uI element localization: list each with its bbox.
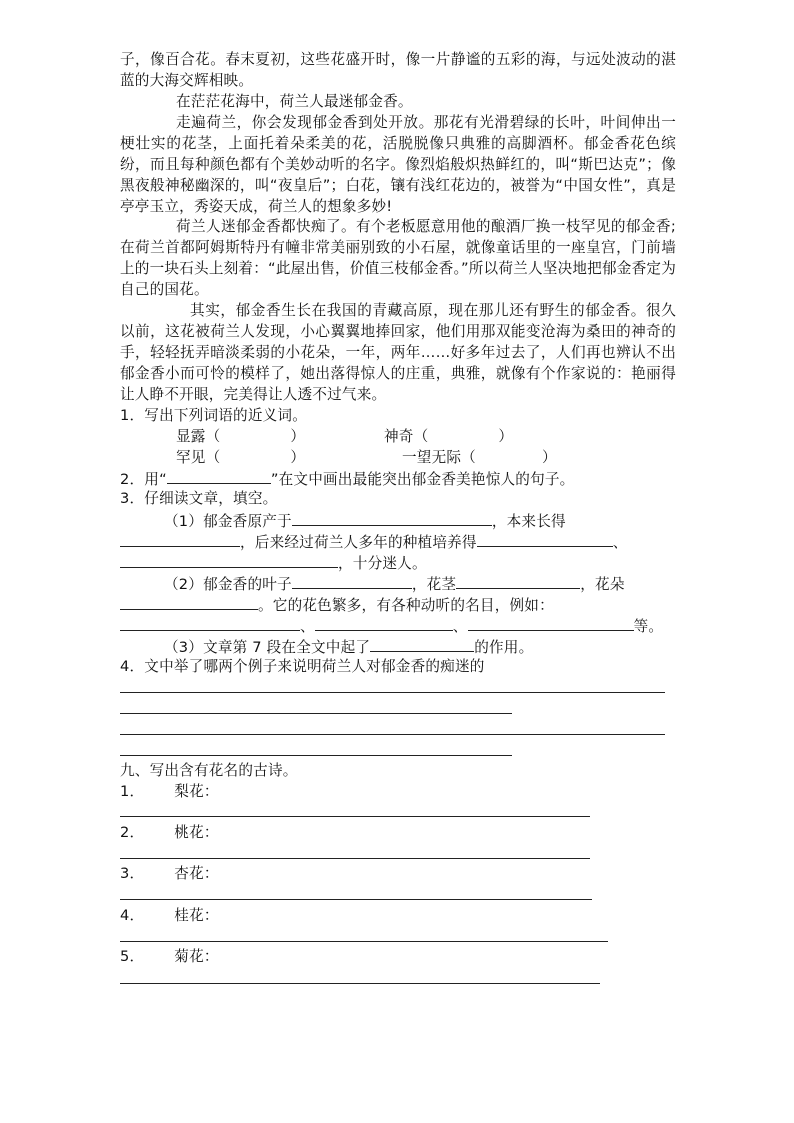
section-9-title: 九、写出含有花名的古诗。 <box>120 762 298 779</box>
article-paragraph: 子，像百合花。春末夏初，这些花盛开时，像一片静谧的五彩的海，与远处波动的湛蓝的大海交辉相映。 <box>120 51 676 89</box>
article-paragraph: 走遍荷兰，你会发现郁金香到处开放。那花有光滑碧绿的长叶，叶间伸出一梗壮实的花茎，上面托着朵柔美的花，活脱脱像只典雅的高脚酒杯。郁金香花色缤纷，而且每种颜色都有个美妙动听的名字。像烈焰般炽热鲜红的，叫“斯巴达克”；像黑夜般神秘幽深的，叫“夜皇后”；白花，镶有浅红花边的，被誉为“中国女性”，真是亭亭玉立，秀姿天成，荷兰人的想象多妙! <box>120 114 676 215</box>
answer-line[interactable] <box>120 941 608 942</box>
fill-line: （2）郁金香的叶子 ，花茎 ，花朵 <box>164 573 625 595</box>
synonym-item: 罕见（ ） <box>176 449 306 466</box>
answer-line[interactable] <box>120 734 665 735</box>
answer-blank[interactable] <box>167 468 271 484</box>
answer-blank[interactable] <box>120 594 258 610</box>
fill-line: ，十分迷人。 <box>120 552 427 574</box>
answer-blank[interactable] <box>292 573 412 589</box>
question-3-title: 3．仔细读文章，填空。 <box>120 490 278 507</box>
answer-blank[interactable] <box>315 615 453 631</box>
answer-blank[interactable] <box>477 531 613 547</box>
synonym-item: 神奇（ ） <box>384 428 514 445</box>
fill-line: （3）文章第 7 段在全文中起了 的作用。 <box>164 636 533 658</box>
answer-blank[interactable] <box>468 615 634 631</box>
poem-item: 3． 杏花： <box>120 865 219 882</box>
question-4-title: 4．文中举了哪两个例子来说明荷兰人对郁金香的痴迷的 <box>120 658 485 675</box>
answer-blank[interactable] <box>456 573 580 589</box>
answer-blank[interactable] <box>120 552 338 568</box>
poem-item: 5． 菊花： <box>120 948 219 965</box>
answer-line[interactable] <box>120 816 590 817</box>
synonym-item: 显露（ ） <box>176 428 306 445</box>
synonym-item: 一望无际（ ） <box>402 449 557 466</box>
answer-blank[interactable] <box>120 615 300 631</box>
poem-item: 2． 桃花： <box>120 824 219 841</box>
answer-line[interactable] <box>120 713 512 714</box>
answer-blank[interactable] <box>370 636 474 652</box>
fill-line: （1）郁金香原产于 ，本来长得 <box>164 510 566 532</box>
poem-item: 1． 梨花： <box>120 783 219 800</box>
article-paragraph: 荷兰人迷郁金香都快痴了。有个老板愿意用他的酿酒厂换一枝罕见的郁金香;在荷兰首都阿姆斯特丹有幢非常美丽别致的小石屋，就像童话里的一座皇宫，门前墙上的一块石头上刻着：“此屋出售，价值三枝郁金香。”所以荷兰人坚决地把郁金香定为自己的国花。 <box>120 218 676 298</box>
answer-line[interactable] <box>120 692 665 693</box>
fill-line: 。它的花色繁多，有各种动听的名目，例如： <box>120 594 554 616</box>
answer-blank[interactable] <box>292 510 492 526</box>
article-paragraph: 其实，郁金香生长在我国的青藏高原，现在那儿还有野生的郁金香。很久以前，这花被荷兰人发现，小心翼翼地捧回家，他们用那双能变沧海为桑田的神奇的手，轻轻抚弄暗淡柔弱的小花朵，一年，两年……好多年过去了，人们再也辨认不出郁金香小而可怜的模样了，她出落得惊人的庄重，典雅，就像有个作家说的：艳丽得让人睁不开眼，完美得让人透不过气来。 <box>120 302 676 403</box>
question-1-title: 1．写出下列词语的近义词。 <box>120 407 308 424</box>
fill-line: ，后来经过荷兰人多年的种植培养得 、 <box>120 531 628 553</box>
answer-line[interactable] <box>120 899 592 900</box>
question-2: 2．用“ ”在文中画出最能突出郁金香美艳惊人的句子。 <box>120 468 574 490</box>
answer-line[interactable] <box>120 983 600 984</box>
answer-line[interactable] <box>120 858 590 859</box>
answer-blank[interactable] <box>120 531 240 547</box>
answer-line[interactable] <box>120 755 512 756</box>
poem-item: 4． 桂花： <box>120 907 219 924</box>
fill-line: 、 、 等。 <box>120 615 663 637</box>
article-paragraph: 在茫茫花海中，荷兰人最迷郁金香。 <box>176 93 413 110</box>
